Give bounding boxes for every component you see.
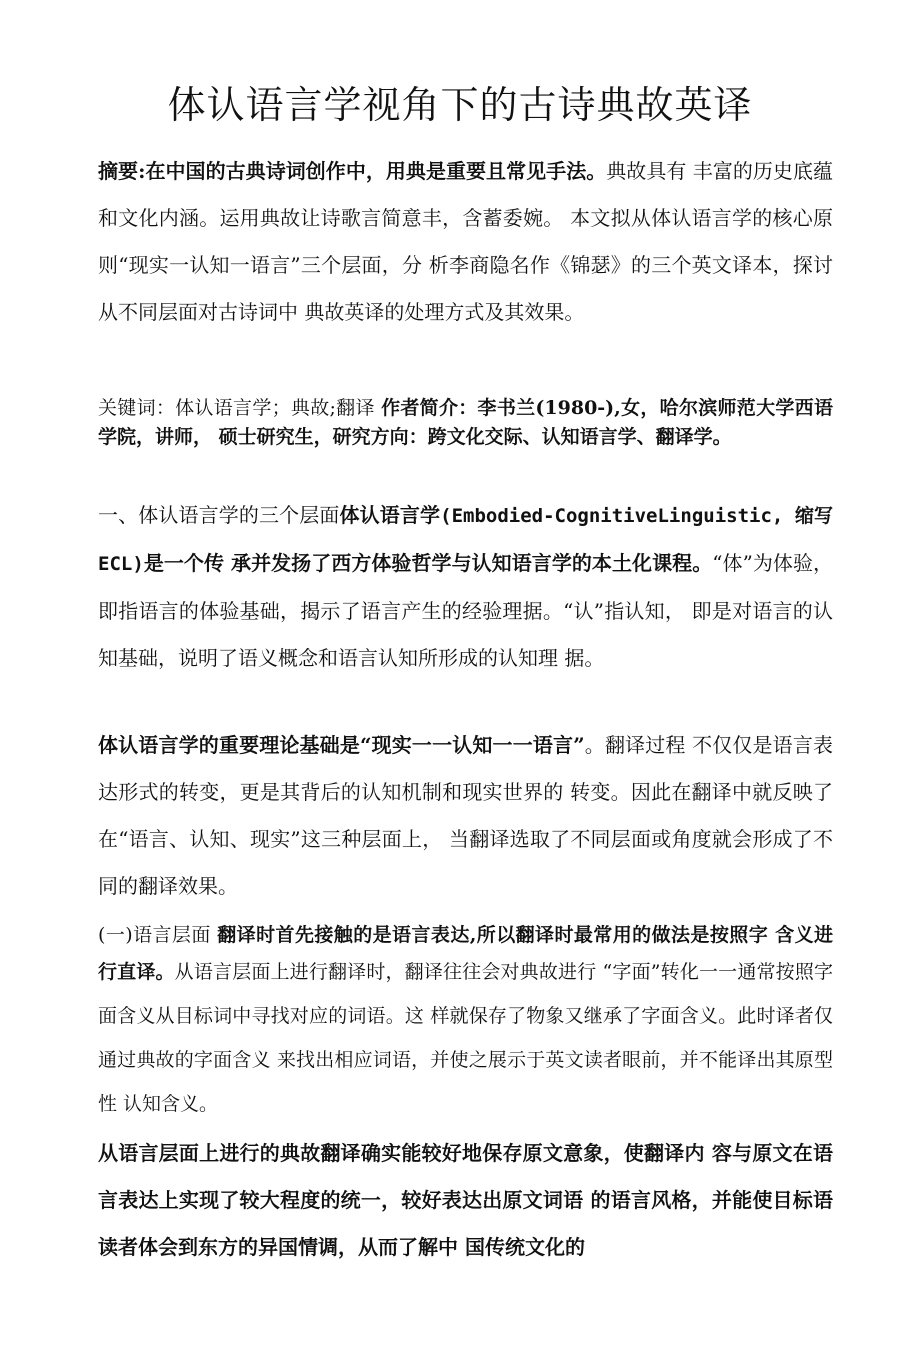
theory-bold-text: 体认语言学的重要理论基础是“现实一一认知一一语言”	[98, 733, 585, 757]
keywords-text: 关键词：体认语言学；典故;翻译	[98, 397, 382, 419]
abstract-text: 典故具有 丰富的历史底蕴和文化内涵。运用典故让诗歌言简意丰，含蓄委婉。 本文拟从体认语言学的核心原则“现实一认知一语言”三个层面，分 析李商隐名作《锦瑟》的三个英文译本，探讨从不同层面对古诗词中 典故英译的处理方式及其效果。	[98, 159, 833, 324]
theory-paragraph	[98, 722, 833, 910]
language-level-text: 从语言层面上进行翻译时，翻译往往会对典故进行 “字面”转化一一通常按照字面含义从目标词中寻找对应的词语。这 样就保存了物象又继承了字面含义。此时译者仅通过典故的字面含义 来找出相应词语，并使之展示于英文读者眼前，并不能译出其原型性 认知含义。	[98, 961, 833, 1115]
section-one-heading: 一、体认语言学的三个层面	[98, 503, 340, 527]
language-level-heading: (一)语言层面	[98, 924, 218, 946]
abstract-label: 摘要:	[98, 159, 146, 183]
abstract-bold-text: 在中国的古典诗词创作中，用典是重要且常见手法。	[145, 159, 607, 183]
keywords-paragraph	[98, 394, 833, 452]
section-one-bold-cn: 体认语言学	[339, 503, 441, 527]
section-one-bold-en: (Embodied-CognitiveLinguistic, 缩写 ECL)	[98, 505, 834, 575]
author-label: 作者简介：	[381, 397, 478, 419]
language-level-bold-text: 翻译时首先接触的是语言表达,所以翻译时最常用的做法是按照字 含义进行直译。	[98, 924, 833, 983]
abstract-paragraph	[98, 148, 833, 336]
section-one-paragraph	[98, 492, 833, 682]
section-one-bold-rest: 是一个传 承并发扬了西方体验哲学与认知语言学的本土化课程。	[143, 551, 713, 575]
language-level-paragraph	[98, 920, 833, 1126]
theory-text: 。翻译过程 不仅仅是语言表达形式的转变，更是其背后的认知机制和现实世界的 转变。因此在翻译中就反映了在“语言、认知、现实”这三种层面上， 当翻译选取了不同层面或角度就会形成了不同的翻译效果。	[98, 733, 833, 898]
section-one-text: “体”为体验， 即指语言的体验基础，揭示了语言产生的经验理据。“认”指认知， 即是对语言的认知基础，说明了语义概念和语言认知所形成的认知理 据。	[98, 551, 834, 670]
conclusion-paragraph: 从语言层面上进行的典故翻译确实能较好地保存原文意象，使翻译内 容与原文在语言表达上实现了较大程度的统一，较好表达出原文词语 的语言风格，并能使目标语读者体会到东方的异国情调，从而了解中 国传统文化的	[98, 1141, 833, 1259]
author-info: 李书兰(1980-),女，哈尔滨师范大学西语学院，讲师， 硕士研究生，研究方向：跨文化交际、认知语言学、翻译学。	[98, 397, 833, 448]
document-title: 体认语言学视角下的古诗典故英译	[167, 83, 753, 127]
